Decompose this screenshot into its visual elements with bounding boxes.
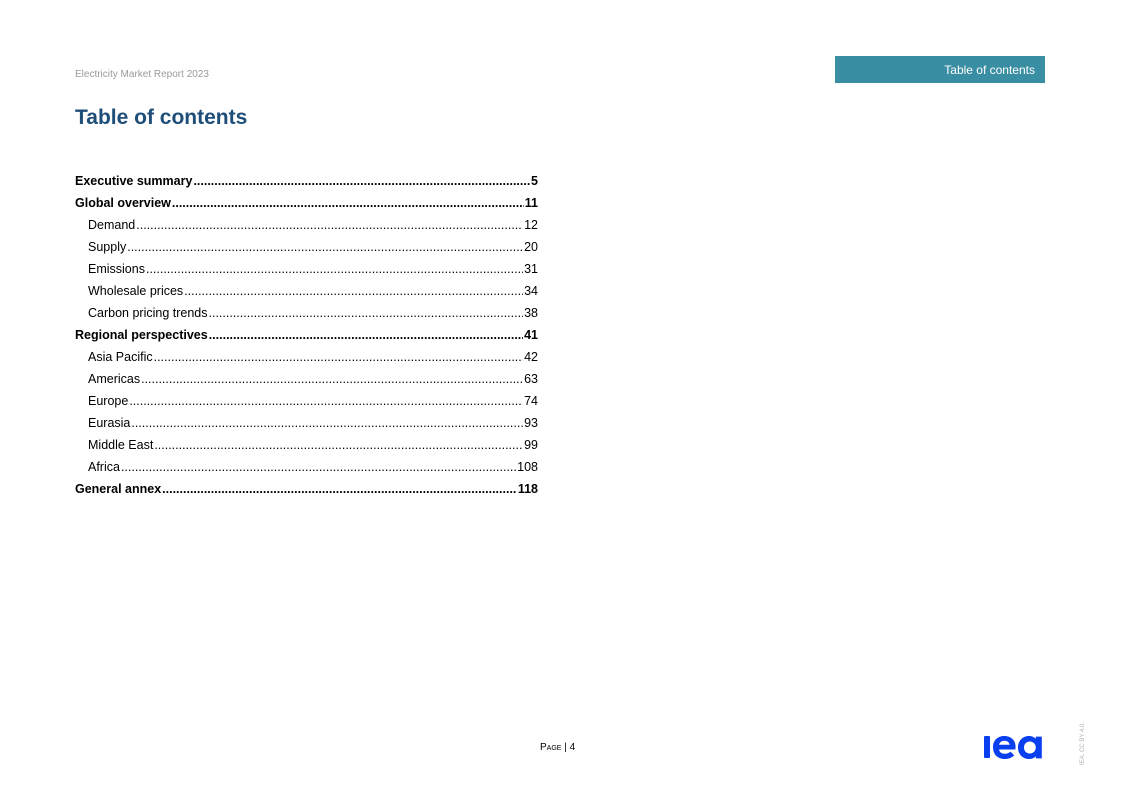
- toc-entry-label: Executive summary: [75, 174, 193, 188]
- section-tab[interactable]: [835, 56, 1045, 83]
- dot-leader: [136, 214, 523, 236]
- dot-leader: [172, 192, 524, 214]
- toc-entry-page: 38: [524, 306, 538, 320]
- dot-leader: [129, 390, 523, 412]
- report-name: Electricity Market Report 2023: [75, 69, 209, 80]
- toc-entry-label: Eurasia: [88, 416, 131, 430]
- toc-entry-label: Wholesale prices: [88, 284, 184, 298]
- toc-entry-page: 63: [524, 372, 538, 386]
- dot-leader: [121, 456, 516, 478]
- dot-leader: [141, 368, 523, 390]
- license-note: IEA. CC BY 4.0.: [1080, 722, 1086, 765]
- toc-entry-page: 31: [524, 262, 538, 276]
- toc-entry-page: 12: [524, 218, 538, 232]
- toc-entry-wholesale-prices[interactable]: [75, 280, 538, 302]
- toc-entry-page: 108: [517, 460, 538, 474]
- toc-entry-carbon-pricing-trends[interactable]: [75, 302, 538, 324]
- dot-leader: [154, 346, 523, 368]
- iea-logo: [984, 734, 1046, 765]
- toc-entry-page: 93: [524, 416, 538, 430]
- toc-entry-label: Supply: [88, 240, 127, 254]
- toc-entry-page: 99: [524, 438, 538, 452]
- toc-entry-executive-summary[interactable]: [75, 170, 538, 192]
- page-separator: |: [564, 742, 567, 753]
- dot-leader: [184, 280, 523, 302]
- toc-entry-label: Regional perspectives: [75, 328, 208, 342]
- toc-entry-label: Global overview: [75, 196, 171, 210]
- dot-leader: [131, 412, 523, 434]
- toc-entry-page: 41: [524, 328, 538, 342]
- page-title: Table of contents: [75, 106, 248, 129]
- toc-entry-regional-perspectives[interactable]: [75, 324, 538, 346]
- table-of-contents: [75, 170, 538, 500]
- dot-leader: [127, 236, 523, 258]
- toc-entry-page: 74: [524, 394, 538, 408]
- toc-entry-page: 42: [524, 350, 538, 364]
- toc-entry-page: 11: [524, 196, 538, 210]
- toc-entry-page: 5: [531, 174, 538, 188]
- toc-entry-eurasia[interactable]: [75, 412, 538, 434]
- page-word: Page: [540, 742, 562, 753]
- toc-entry-demand[interactable]: [75, 214, 538, 236]
- dot-leader: [193, 170, 530, 192]
- dot-leader: [209, 302, 524, 324]
- toc-entry-americas[interactable]: [75, 368, 538, 390]
- page-number: [540, 742, 575, 753]
- dot-leader: [209, 324, 523, 346]
- toc-entry-label: Demand: [88, 218, 136, 232]
- toc-entry-supply[interactable]: [75, 236, 538, 258]
- dot-leader: [154, 434, 523, 456]
- toc-entry-global-overview[interactable]: [75, 192, 538, 214]
- toc-entry-label: Americas: [88, 372, 141, 386]
- toc-entry-page: 118: [517, 482, 538, 496]
- toc-entry-africa[interactable]: [75, 456, 538, 478]
- toc-entry-page: 34: [524, 284, 538, 298]
- dot-leader: [162, 478, 517, 500]
- toc-entry-asia-pacific[interactable]: [75, 346, 538, 368]
- toc-entry-general-annex[interactable]: [75, 478, 538, 500]
- toc-entry-label: Europe: [88, 394, 129, 408]
- toc-entry-label: Africa: [88, 460, 120, 474]
- toc-entry-label: Asia Pacific: [88, 350, 153, 364]
- toc-entry-europe[interactable]: [75, 390, 538, 412]
- toc-entry-label: Emissions: [88, 262, 145, 276]
- toc-entry-label: General annex: [75, 482, 162, 496]
- toc-entry-label: Carbon pricing trends: [88, 306, 208, 320]
- section-tab-label: Table of contents: [944, 62, 1035, 77]
- page-number-value: 4: [569, 742, 576, 753]
- dot-leader: [146, 258, 523, 280]
- toc-entry-page: 20: [524, 240, 538, 254]
- toc-entry-label: Middle East: [88, 438, 154, 452]
- toc-entry-emissions[interactable]: [75, 258, 538, 280]
- toc-entry-middle-east[interactable]: [75, 434, 538, 456]
